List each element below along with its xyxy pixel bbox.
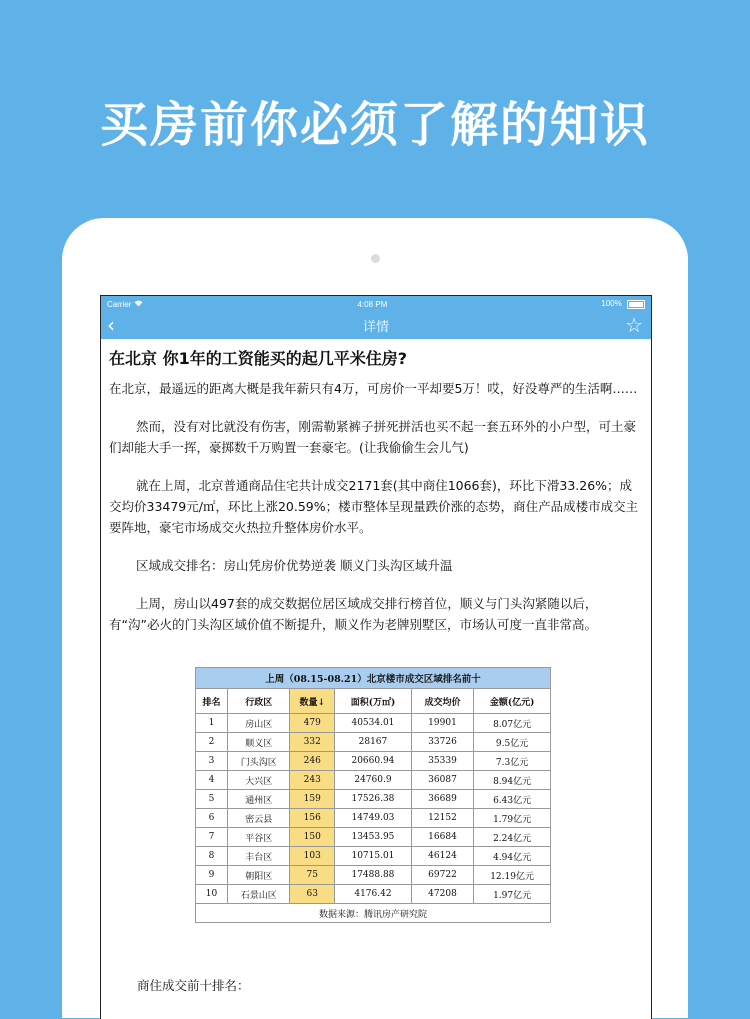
status-time: 4:08 PM (357, 299, 388, 309)
table-header: 金额(亿元) (474, 689, 551, 714)
table-cell: 150 (290, 828, 335, 847)
table-cell: 14749.03 (335, 809, 412, 828)
table-source: 数据来源：腾讯房产研究院 (196, 904, 551, 923)
table-cell: 33726 (411, 733, 473, 752)
table-cell: 10 (196, 885, 228, 904)
table-header: 排名 (196, 689, 228, 714)
article-paragraph: 在北京，最遥远的距离大概是我年薪只有4万，可房价一平却要5万！哎，好没尊严的生活啊…… (109, 381, 638, 396)
table-cell: 朝阳区 (228, 866, 290, 885)
table-cell: 36689 (411, 790, 473, 809)
carrier-label: Carrier (107, 299, 132, 309)
back-chevron-icon[interactable]: ‹ (107, 313, 115, 337)
table-cell: 156 (290, 809, 335, 828)
article-paragraph: 就在上周，北京普通商品住宅共计成交2171套(其中商住1066套)，环比下滑33.26%；成交均价33479元/㎡，环比上涨20.59%；楼市整体呈现量跌价涨的态势，商住产品成楼市成交主要阵地，豪宅市场成交火热拉升整体房价水平。 (109, 478, 639, 535)
table-cell: 9 (196, 866, 228, 885)
article-paragraph: 上周，房山以497套的成交数据位居区域成交排行榜首位，顺义与门头沟紧随以后，有“沟”必火的门头沟区域价值不断提升，顺义作为老牌别墅区，市场认可度一直非常高。 (109, 596, 598, 632)
wifi-icon (134, 300, 143, 309)
table-header: 行政区 (228, 689, 290, 714)
table-cell: 35339 (411, 752, 473, 771)
table-cell: 3 (196, 752, 228, 771)
table-cell: 4 (196, 771, 228, 790)
table-cell: 2 (196, 733, 228, 752)
table-row (196, 714, 551, 733)
table-row (196, 828, 551, 847)
table-cell: 159 (290, 790, 335, 809)
table-cell: 13453.95 (335, 828, 412, 847)
table-cell: 16684 (411, 828, 473, 847)
camera-dot (371, 254, 380, 263)
table-row (196, 752, 551, 771)
table-cell: 63 (290, 885, 335, 904)
table-caption: 上周（08.15-08.21）北京楼市成交区域排名前十 (196, 668, 551, 689)
ranking-table-image (195, 667, 551, 923)
table-cell: 12152 (411, 809, 473, 828)
table-cell: 17526.38 (335, 790, 412, 809)
table-cell: 9.5亿元 (474, 733, 551, 752)
tablet-frame (62, 218, 688, 1018)
table-cell: 8.07亿元 (474, 714, 551, 733)
table-cell: 1.97亿元 (474, 885, 551, 904)
table-cell: 1.79亿元 (474, 809, 551, 828)
article-title: 在北京 你1年的工资能买的起几平米住房? (109, 349, 407, 368)
table-cell: 丰台区 (228, 847, 290, 866)
table-cell: 332 (290, 733, 335, 752)
nav-bar (101, 312, 651, 339)
table-header: 面积(万㎡) (335, 689, 412, 714)
table-row (196, 809, 551, 828)
table-cell: 40534.01 (335, 714, 412, 733)
table-cell: 1 (196, 714, 228, 733)
table-cell: 36087 (411, 771, 473, 790)
table-cell: 75 (290, 866, 335, 885)
article-paragraph: 然而，没有对比就没有伤害，刚需勒紧裤子拼死拼活也买不起一套五环外的小户型，可土豪们却能大手一挥，豪掷数千万购置一套豪宅。(让我偷偷生会儿气) (109, 419, 637, 455)
table-cell: 10715.01 (335, 847, 412, 866)
table-cell: 2.24亿元 (474, 828, 551, 847)
table-row (196, 885, 551, 904)
table-cell: 7.3亿元 (474, 752, 551, 771)
ranking-table (195, 667, 551, 923)
table-cell: 6.43亿元 (474, 790, 551, 809)
table-cell: 103 (290, 847, 335, 866)
table-header: 数量↓ (290, 689, 335, 714)
nav-title: 详情 (362, 320, 389, 335)
table-row (196, 771, 551, 790)
promo-headline: 买房前你必须了解的知识 (99, 97, 650, 153)
table-cell: 246 (290, 752, 335, 771)
table-cell: 4.94亿元 (474, 847, 551, 866)
table-cell: 8.94亿元 (474, 771, 551, 790)
table-cell: 17488.88 (335, 866, 412, 885)
table-cell: 243 (290, 771, 335, 790)
table-cell: 房山区 (228, 714, 290, 733)
table-cell: 46124 (411, 847, 473, 866)
table-cell: 平谷区 (228, 828, 290, 847)
battery-percent: 100% (601, 299, 622, 309)
table-cell: 12.19亿元 (474, 866, 551, 885)
table-header: 成交均价 (411, 689, 473, 714)
table-cell: 通州区 (228, 790, 290, 809)
table-row (196, 866, 551, 885)
app-screen (100, 295, 652, 1019)
table-cell: 47208 (411, 885, 473, 904)
next-section-heading: 商住成交前十排名： (137, 978, 250, 993)
favorite-star-icon[interactable]: ☆ (625, 313, 643, 337)
table-cell: 479 (290, 714, 335, 733)
table-cell: 8 (196, 847, 228, 866)
table-row (196, 733, 551, 752)
table-cell: 4176.42 (335, 885, 412, 904)
table-cell: 5 (196, 790, 228, 809)
table-cell: 大兴区 (228, 771, 290, 790)
table-cell: 6 (196, 809, 228, 828)
table-cell: 19901 (411, 714, 473, 733)
table-cell: 密云县 (228, 809, 290, 828)
table-cell: 石景山区 (228, 885, 290, 904)
table-cell: 24760.9 (335, 771, 412, 790)
table-cell: 28167 (335, 733, 412, 752)
table-cell: 顺义区 (228, 733, 290, 752)
table-cell: 7 (196, 828, 228, 847)
table-cell: 门头沟区 (228, 752, 290, 771)
table-row (196, 790, 551, 809)
table-cell: 69722 (411, 866, 473, 885)
table-row (196, 847, 551, 866)
article-body (101, 339, 651, 994)
battery-icon (627, 300, 645, 309)
status-bar (101, 296, 651, 312)
table-cell: 20660.94 (335, 752, 412, 771)
article-subheading: 区域成交排名：房山凭房价优势逆袭 顺义门头沟区域升温 (136, 558, 453, 573)
